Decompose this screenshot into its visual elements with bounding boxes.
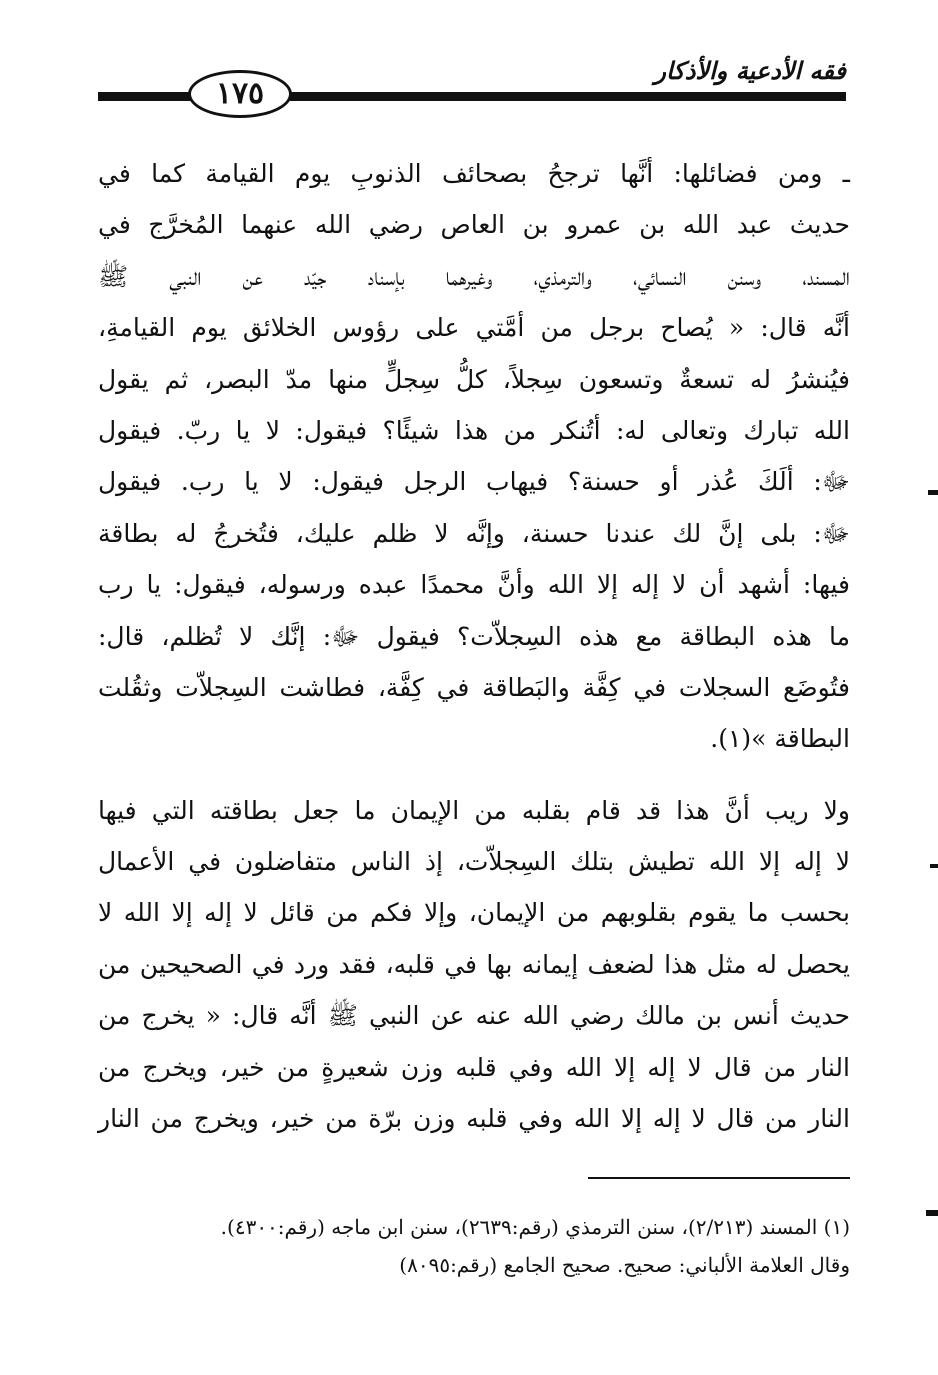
page-number-badge <box>188 70 292 118</box>
paragraph-gap <box>98 765 850 785</box>
text-line: ـ ومن فضائلها: أنَّها ترجحُ بصحائف الذنوبِ يوم القيامة كما في <box>98 159 850 188</box>
footnote-line: وقال العلامة الألباني: صحيح. صحيح الجامع (رقم:٨٠٩٥) <box>399 1253 850 1277</box>
text-line: فيُنشرُ له تسعةٌ وتسعون سِجلاً، كلُّ سِجلٍّ منها مدّ البصر، ثم يقول <box>98 364 850 394</box>
text-line: الله تبارك وتعالى له: أتُنكر من هذا شيئًا؟ فيقول: لا يا ربّ. فيقول <box>98 415 850 445</box>
text-line: حديث أنس بن مالك رضي الله عنه عن النبي ﷺ أنَّه قال: « يخرج من <box>98 1001 850 1031</box>
text-line: أنَّه قال: « يُصاح برجل من أمَّتي على رؤوس الخلائق يوم القيامةِ، <box>98 313 850 343</box>
text-line: فيها: أشهد أن لا إله إلا الله وأنَّ محمدًا عبده ورسوله، فيقول: يا رب <box>98 570 850 600</box>
text-line: ولا ريب أنَّ هذا قد قام بقلبه من الإيمان ما جعل بطاقته التي فيها <box>98 795 850 825</box>
text-line: ﷻ: ألَكَ عُذر أو حسنة؟ فيهاب الرجل فيقول: لا يا رب. فيقول <box>98 467 850 497</box>
page-number: ١٧٥ <box>215 76 265 111</box>
text-line: لا إله إلا الله تطيش بتلك السِجلاّت، إذ الناس متفاضلون في الأعمال <box>98 847 850 877</box>
main-text <box>98 148 850 1144</box>
text-line: بحسب ما يقوم بقلوبهم من الإيمان، وإلا فكم من قائل لا إله إلا الله لا <box>98 898 850 928</box>
footnotes <box>98 1208 850 1284</box>
text-line: حديث عبد الله بن عمرو بن العاص رضي الله عنهما المُخرَّج في <box>98 210 850 240</box>
text-line: يحصل له مثل هذا لضعف إيمانه بها في قلبه، فقد ورد في الصحيحين من <box>98 949 850 979</box>
text-line: فتُوضَع السجلات في كِفَّة والبَطاقة في كِفَّة، فطاشت السِجلاّت وثقُلت <box>98 672 850 702</box>
text-line: المسند، وسنن النسائي، والترمذي، وغيرهما بإسناد جيّد عن النبي ﷺ <box>98 261 850 291</box>
header-rule-right <box>290 92 846 101</box>
footnote-separator <box>588 1177 850 1179</box>
edge-mark <box>926 1210 938 1216</box>
text-line: النار من قال لا إله إلا الله وفي قلبه وزن برّة من خير، ويخرج من النار <box>98 1104 850 1134</box>
text-line: النار من قال لا إله إلا الله وفي قلبه وزن شعيرةٍ من خير، ويخرج من <box>98 1052 850 1082</box>
edge-mark <box>930 864 938 868</box>
footnote-line: (١) المسند (٢/٢١٣)، سنن الترمذي (رقم:٢٦٣٩)، سنن ابن ماجه (رقم:٤٣٠٠). <box>220 1215 850 1239</box>
text-line: ما هذه البطاقة مع هذه السِجلاّت؟ فيقول ﷻ: إنَّك لا تُظلم، قال: <box>98 621 850 651</box>
text-line: ﷻ: بلى إنَّ لك عندنا حسنة، وإنَّه لا ظلم عليك، فتُخرجُ له بطاقة <box>98 518 850 548</box>
text-line: البطاقة »(١). <box>710 724 850 754</box>
running-title: فقه الأدعية والأذكار <box>654 56 846 85</box>
header-rule-left <box>98 92 192 101</box>
edge-mark <box>928 490 938 495</box>
